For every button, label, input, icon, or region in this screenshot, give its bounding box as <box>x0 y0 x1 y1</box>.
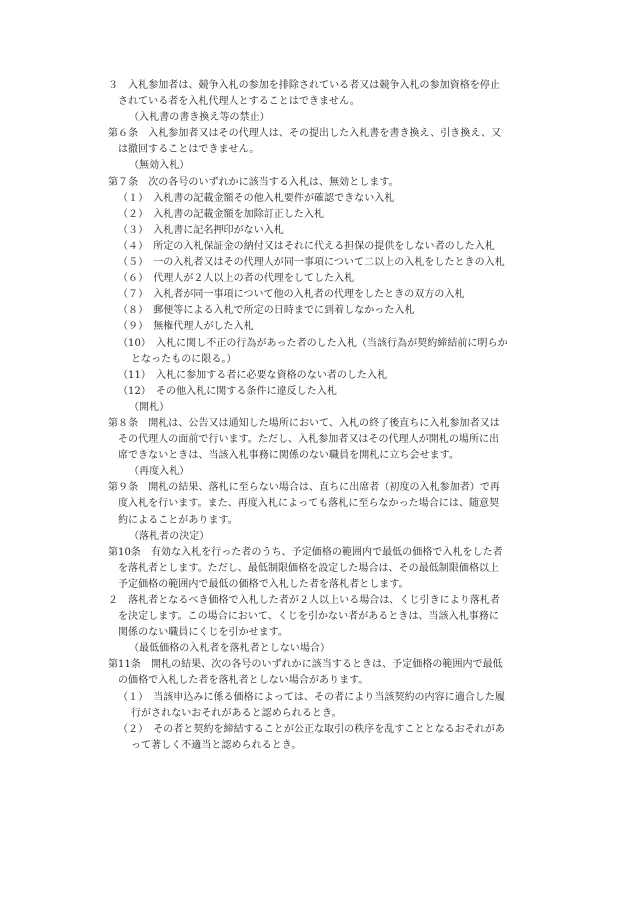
text-line: （１） 入札書の記載金額その他入札要件が確認できない入札 <box>118 192 395 204</box>
text-line: 度入札を行います。また、再度入札によっても落札に至らなかった場合には、随意契 <box>118 498 500 510</box>
text-line: ３ 入札参加者は、競争入札の参加を排除されている者又は競争入札の参加資格を停止 <box>108 80 500 91</box>
text-line: 第10条 有効な入札を行った者のうち、予定価格の範囲内で最低の価格で入札をした者 <box>108 546 503 558</box>
text-line: （落札者の決定） <box>129 530 210 542</box>
text-line: となったものに限る。） <box>131 353 237 365</box>
text-line: を決定します。この場合において、くじを引かない者があるときは、当該入札事務に <box>118 611 499 623</box>
text-line: を落札者とします。ただし、最低制限価格を設定した場合は、その最低制限価格以上 <box>118 562 500 574</box>
text-line: されている者を入札代理人とすることはできません。 <box>118 96 360 108</box>
document-body <box>108 78 570 754</box>
text-line: （４） 所定の入札保証金の納付又はそれに代える担保の提供をしない者のした入札 <box>118 240 495 252</box>
text-line: （最低価格の入札者を落札者としない場合） <box>129 643 330 655</box>
text-line: 第９条 開札の結果、落札に至らない場合は、直ちに出席者（初度の入札参加者）で再 <box>108 482 500 494</box>
text-line: って著しく不適当と認められるとき。 <box>131 739 302 751</box>
text-line: （開札） <box>129 401 170 413</box>
text-line: （８） 郵便等による入札で所定の日時までに到着しなかった入札 <box>118 305 415 317</box>
text-line: の価格で入札した者を落札者としない場合があります。 <box>118 675 369 687</box>
text-line: 関係のない職員にくじを引かせます。 <box>118 627 289 639</box>
text-line: その代理人の面前で行います。ただし、入札参加者又はその代理人が開札の場所に出 <box>118 434 500 446</box>
text-line: 席できないときは、当該入札事務に関係のない職員を開札に立ち会せます。 <box>118 450 459 462</box>
text-line: （入札書の書き換え等の禁止） <box>129 112 270 124</box>
text-line: （２） 入札書の記載金額を加除訂正した入札 <box>118 208 325 220</box>
text-line: （再度入札） <box>129 466 190 478</box>
text-line: は撤回することはできません。 <box>118 144 260 156</box>
text-line: （２） その者と契約を締結することが公正な取引の秩序を乱すこととなるおそれがあ <box>118 723 505 735</box>
text-line: （１） 当該申込みに係る価格によっては、その者により当該契約の内容に適合した履 <box>118 691 505 703</box>
text-line: 第７条 次の各号のいずれかに該当する入札は、無効とします。 <box>108 176 399 188</box>
text-line: （12） その他入札に関する条件に違反した入札 <box>118 385 337 397</box>
text-line: 行がされないおそれがあると認められるとき。 <box>131 707 342 719</box>
text-line: （５） 一の入札者又はその代理人が同一事項について二以上の入札をしたときの入札 <box>118 257 505 269</box>
text-line: （３） 入札書に記名押印がない入札 <box>118 224 284 236</box>
text-line: 予定価格の範囲内で最低の価格で入札した者を落札者とします。 <box>118 578 409 590</box>
text-line: （９） 無権代理人がした入札 <box>118 321 254 333</box>
text-line: （無効入札） <box>129 160 190 172</box>
text-line: 第６条 入札参加者又はその代理人は、その提出した入札書を書き換え、引き換え、又 <box>108 128 502 140</box>
text-line: 第11条 開札の結果、次の各号のいずれかに該当するときは、予定価格の範囲内で最低 <box>108 659 503 671</box>
text-line: 第８条 開札は、公告又は通知した場所において、入札の終了後直ちに入札参加者又は <box>108 417 500 429</box>
text-line: （11） 入札に参加する者に必要な資格のない者のした入札 <box>118 369 388 381</box>
text-line: ２ 落札者となるべき価格で入札した者が２人以上いる場合は、くじ引きにより落札者 <box>108 595 500 606</box>
text-line: （６） 代理人が２人以上の者の代理をしてした入札 <box>118 273 355 285</box>
text-line: （10） 入札に関し不正の行為があった者のした入札（当該行為が契約締結前に明らか <box>118 337 508 349</box>
text-line: （７） 入札者が同一事項について他の入札者の代理をしたときの双方の入札 <box>118 289 465 301</box>
text-line: 約によることがあります。 <box>118 514 238 526</box>
